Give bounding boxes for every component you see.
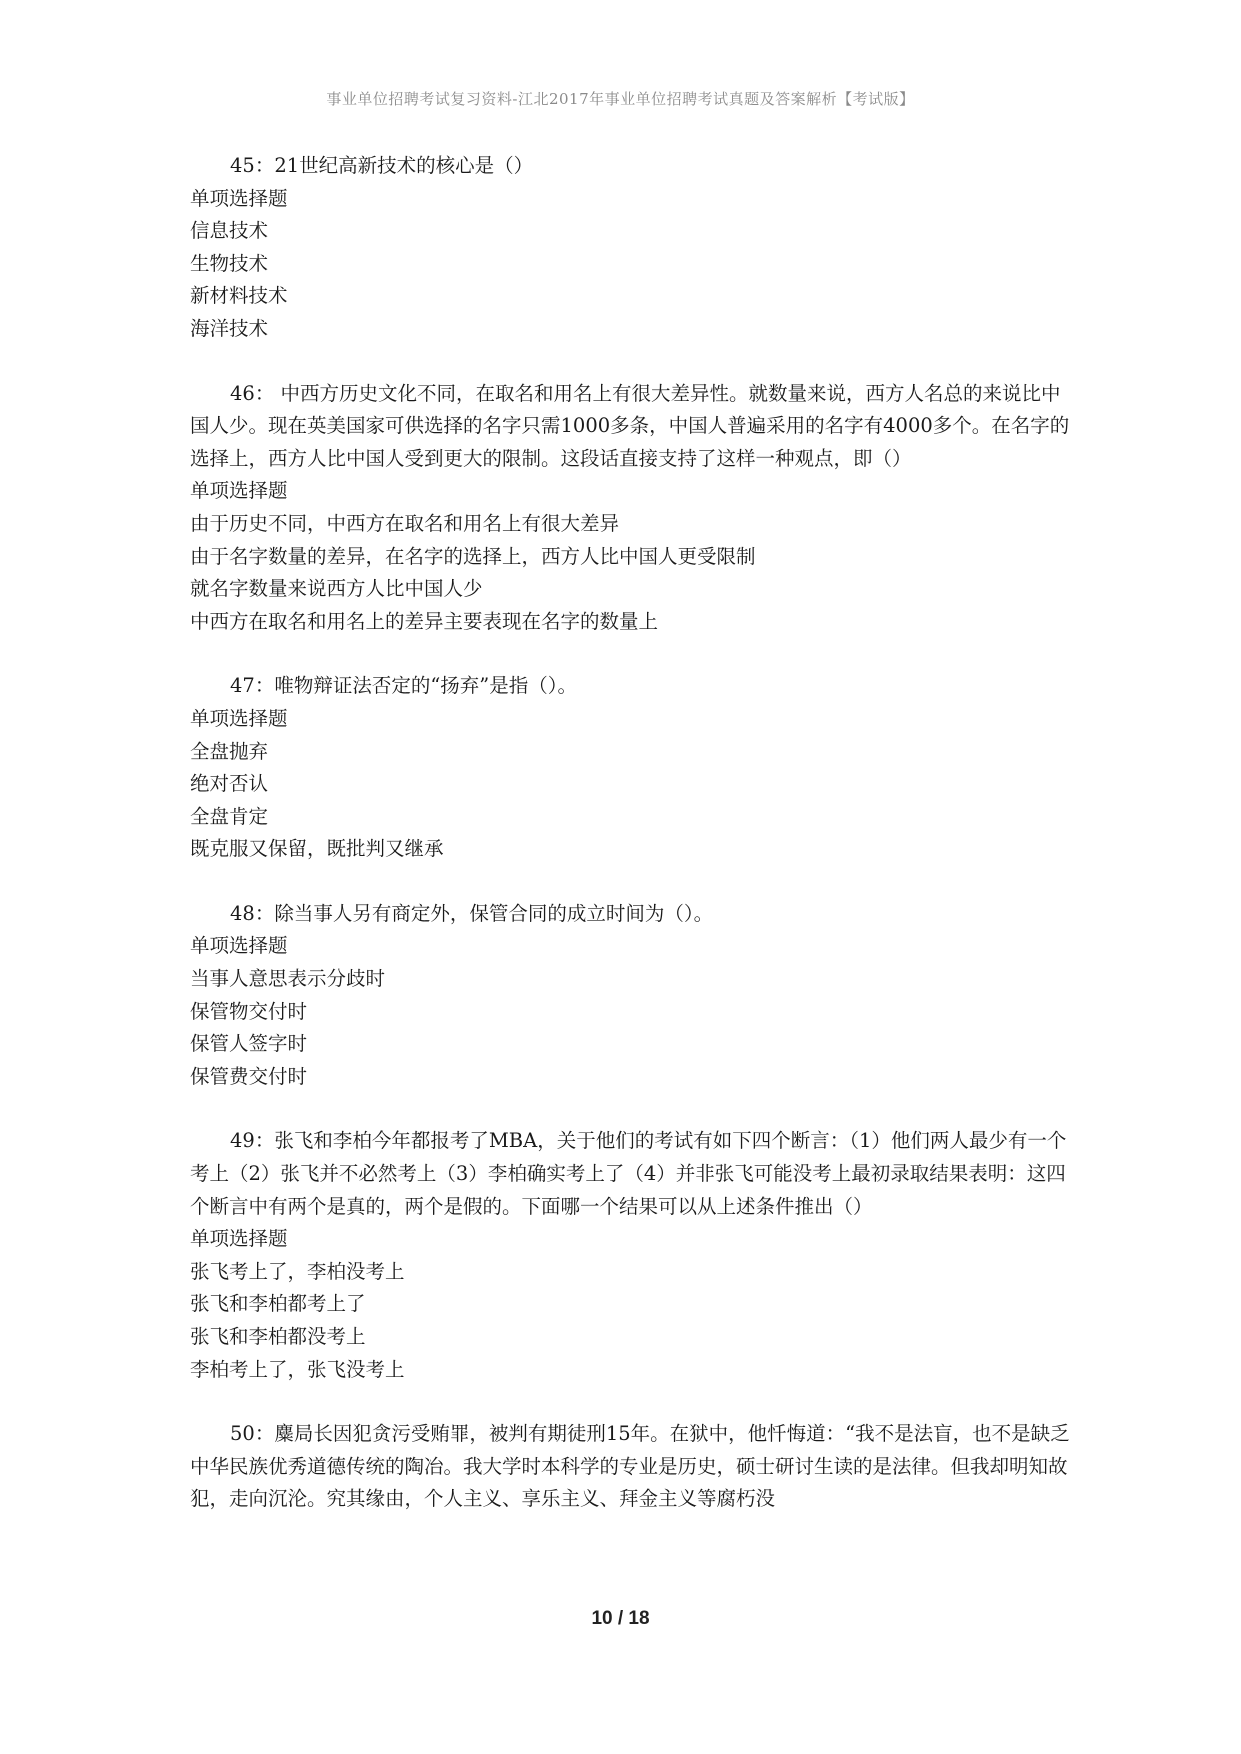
option: 张飞和李柏都没考上	[190, 1325, 366, 1348]
option: 中西方在取名和用名上的差异主要表现在名字的数量上	[190, 609, 659, 633]
question-50	[190, 1418, 1070, 1516]
question-49	[190, 1125, 1070, 1386]
question-stem: 45：21世纪高新技术的核心是（）	[230, 154, 534, 177]
page-header: 事业单位招聘考试复习资料-江北2017年事业单位招聘考试真题及答案解析【考试版】	[326, 90, 915, 108]
option: 由于历史不同，中西方在取名和用名上有很大差异	[190, 511, 620, 535]
option: 新材料技术	[190, 284, 288, 308]
page-number: 10 / 18	[591, 1608, 650, 1629]
option: 海洋技术	[190, 316, 269, 340]
question-47	[190, 670, 1070, 866]
question-stem: 47：唯物辩证法否定的“扬弃”是指（）。	[230, 674, 578, 698]
option: 由于名字数量的差异，在名字的选择上，西方人比中国人更受限制	[190, 544, 756, 568]
question-type: 单项选择题	[190, 186, 288, 210]
option: 当事人意思表示分歧时	[190, 967, 386, 991]
option: 保管人签字时	[190, 1032, 308, 1056]
question-46	[190, 378, 1070, 639]
option: 既克服又保留，既批判又继承	[190, 837, 444, 861]
question-stem: 49：张飞和李柏今年都报考了MBA，关于他们的考试有如下四个断言：（1）他们两人最少有一个考上（2）张飞并不必然考上（3）李柏确实考上了（4）并非张飞可能没考上最初录取结果表明：这四个断言中有两个是真的，两个是假的。下面哪一个结果可以从上述条件推出（）	[190, 1129, 1067, 1218]
option: 张飞考上了，李柏没考上	[190, 1259, 405, 1283]
option: 生物技术	[190, 251, 269, 275]
question-type: 单项选择题	[190, 1227, 288, 1251]
option: 保管费交付时	[190, 1064, 308, 1088]
question-48	[190, 898, 1070, 1094]
document-body	[190, 150, 1070, 1548]
option: 信息技术	[190, 219, 269, 243]
question-stem: 48：除当事人另有商定外，保管合同的成立时间为（）。	[230, 901, 714, 925]
question-type: 单项选择题	[190, 479, 288, 503]
option: 就名字数量来说西方人比中国人少	[190, 577, 483, 601]
question-type: 单项选择题	[190, 706, 288, 730]
option: 全盘抛弃	[190, 739, 269, 763]
option: 保管物交付时	[190, 999, 308, 1023]
option: 张飞和李柏都考上了	[190, 1292, 366, 1316]
question-type: 单项选择题	[190, 934, 288, 958]
question-stem: 50：麋局长因犯贪污受贿罪，被判有期徒刑15年。在狱中，他忏悔道：“我不是法盲，也不是缺乏中华民族优秀道德传统的陶冶。我大学时本科学的专业是历史，硕士研讨生读的是法律。但我却明知故犯，走向沉沦。究其缘由，个人主义、享乐主义、拜金主义等腐朽没	[190, 1422, 1070, 1511]
option: 全盘肯定	[190, 804, 269, 828]
question-45	[190, 150, 1070, 346]
question-stem: 46： 中西方历史文化不同，在取名和用名上有很大差异性。就数量来说，西方人名总的来说比中国人少。现在英美国家可供选择的名字只需1000多条，中国人普遍采用的名字有4000多个。在名字的选择上，西方人比中国人受到更大的限制。这段话直接支持了这样一种观点，即（）	[190, 381, 1070, 470]
option: 绝对否认	[190, 772, 269, 796]
option: 李柏考上了，张飞没考上	[190, 1357, 405, 1381]
